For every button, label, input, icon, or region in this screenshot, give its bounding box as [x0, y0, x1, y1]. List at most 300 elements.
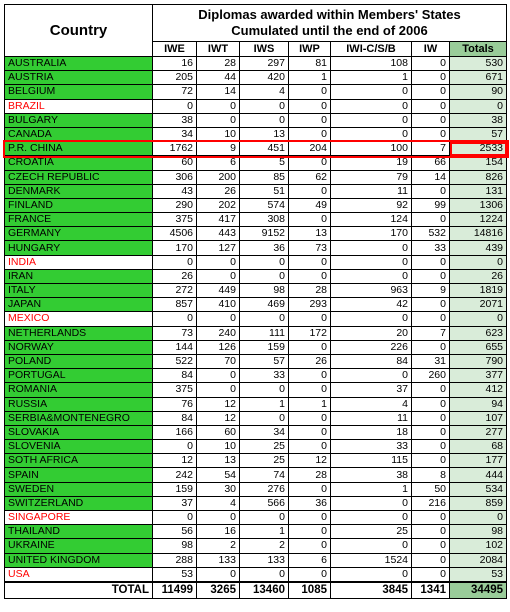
value-cell: 20: [331, 326, 412, 340]
value-cell: 0: [412, 340, 450, 354]
row-total-cell: 277: [450, 425, 507, 439]
value-cell: 0: [331, 312, 412, 326]
value-cell: 25: [240, 454, 289, 468]
value-cell: 0: [412, 71, 450, 85]
row-total-cell: 131: [450, 184, 507, 198]
value-cell: 115: [331, 454, 412, 468]
row-total-cell: 14816: [450, 227, 507, 241]
column-total-cell: 3845: [331, 582, 412, 599]
value-cell: 25: [240, 440, 289, 454]
value-cell: 2: [240, 539, 289, 553]
value-cell: 12: [153, 454, 197, 468]
value-cell: 204: [289, 142, 331, 156]
value-cell: 260: [412, 369, 450, 383]
value-cell: 13: [197, 454, 240, 468]
country-cell: BELGIUM: [5, 85, 153, 99]
value-cell: 6: [289, 553, 331, 567]
row-total-cell: 0: [450, 312, 507, 326]
value-cell: 13: [240, 127, 289, 141]
value-cell: 375: [153, 213, 197, 227]
row-total-cell: 1306: [450, 198, 507, 212]
value-cell: 306: [153, 170, 197, 184]
value-cell: 99: [412, 198, 450, 212]
value-cell: 11: [331, 411, 412, 425]
value-cell: 0: [412, 269, 450, 283]
row-total-cell: 26: [450, 269, 507, 283]
country-cell: USA: [5, 567, 153, 582]
value-cell: 0: [197, 383, 240, 397]
value-cell: 0: [412, 511, 450, 525]
row-total-cell: 2533: [450, 142, 507, 156]
table-row: [5, 127, 507, 141]
value-cell: 272: [153, 284, 197, 298]
value-cell: 0: [289, 269, 331, 283]
value-cell: 26: [153, 269, 197, 283]
value-cell: 7: [412, 142, 450, 156]
value-cell: 0: [289, 99, 331, 113]
value-cell: 0: [412, 57, 450, 71]
row-total-cell: 90: [450, 85, 507, 99]
column-header-iwe: IWE: [153, 42, 197, 57]
value-cell: 0: [331, 539, 412, 553]
row-total-cell: 444: [450, 468, 507, 482]
value-cell: 81: [289, 57, 331, 71]
value-cell: 216: [412, 496, 450, 510]
value-cell: 38: [153, 113, 197, 127]
value-cell: 0: [289, 312, 331, 326]
column-header-iwp: IWP: [289, 42, 331, 57]
value-cell: 12: [197, 411, 240, 425]
value-cell: 0: [331, 369, 412, 383]
row-total-cell: 53: [450, 567, 507, 582]
value-cell: 0: [412, 525, 450, 539]
value-cell: 1: [240, 525, 289, 539]
value-cell: 9: [412, 284, 450, 298]
value-cell: 18: [331, 425, 412, 439]
value-cell: 0: [289, 383, 331, 397]
value-cell: 50: [412, 482, 450, 496]
value-cell: 0: [289, 525, 331, 539]
value-cell: 84: [153, 369, 197, 383]
row-total-cell: 94: [450, 397, 507, 411]
table-row: [5, 567, 507, 582]
row-total-cell: 2084: [450, 553, 507, 567]
value-cell: 111: [240, 326, 289, 340]
row-total-cell: 671: [450, 71, 507, 85]
table-row: [5, 468, 507, 482]
country-cell: AUSTRALIA: [5, 57, 153, 71]
value-cell: 0: [289, 156, 331, 170]
value-cell: 49: [289, 198, 331, 212]
value-cell: 10: [197, 440, 240, 454]
column-total-cell: 1341: [412, 582, 450, 599]
value-cell: 2: [197, 539, 240, 553]
value-cell: 0: [289, 127, 331, 141]
value-cell: 0: [240, 383, 289, 397]
value-cell: 100: [331, 142, 412, 156]
table-row: [5, 156, 507, 170]
table-row: [5, 312, 507, 326]
row-total-cell: 1819: [450, 284, 507, 298]
value-cell: 0: [240, 99, 289, 113]
row-total-cell: 57: [450, 127, 507, 141]
value-cell: 242: [153, 468, 197, 482]
table-row: [5, 354, 507, 368]
country-cell: NETHERLANDS: [5, 326, 153, 340]
column-total-cell: 3265: [197, 582, 240, 599]
value-cell: 0: [412, 127, 450, 141]
value-cell: 200: [197, 170, 240, 184]
value-cell: 9152: [240, 227, 289, 241]
row-total-cell: 0: [450, 255, 507, 269]
value-cell: 62: [289, 170, 331, 184]
country-cell: SPAIN: [5, 468, 153, 482]
row-total-cell: 859: [450, 496, 507, 510]
value-cell: 963: [331, 284, 412, 298]
country-cell: P.R. CHINA: [5, 142, 153, 156]
country-cell: SWITZERLAND: [5, 496, 153, 510]
value-cell: 0: [289, 440, 331, 454]
value-cell: 0: [331, 255, 412, 269]
value-cell: 0: [412, 312, 450, 326]
value-cell: 0: [289, 85, 331, 99]
value-cell: 60: [153, 156, 197, 170]
value-cell: 1: [240, 397, 289, 411]
value-cell: 26: [197, 184, 240, 198]
column-header-iws: IWS: [240, 42, 289, 57]
value-cell: 532: [412, 227, 450, 241]
value-cell: 73: [153, 326, 197, 340]
table-row: [5, 170, 507, 184]
value-cell: 36: [289, 496, 331, 510]
value-cell: 133: [197, 553, 240, 567]
value-cell: 6: [197, 156, 240, 170]
row-total-cell: 530: [450, 57, 507, 71]
value-cell: 4506: [153, 227, 197, 241]
value-cell: 0: [412, 383, 450, 397]
value-cell: 98: [153, 539, 197, 553]
column-total-cell: 11499: [153, 582, 197, 599]
total-row: [5, 582, 507, 599]
value-cell: 10: [197, 127, 240, 141]
table-row: [5, 198, 507, 212]
value-cell: 0: [197, 369, 240, 383]
value-cell: 0: [197, 567, 240, 582]
value-cell: 0: [240, 511, 289, 525]
value-cell: 60: [197, 425, 240, 439]
value-cell: 0: [412, 454, 450, 468]
value-cell: 293: [289, 298, 331, 312]
value-cell: 92: [331, 198, 412, 212]
value-cell: 226: [331, 340, 412, 354]
value-cell: 76: [153, 397, 197, 411]
value-cell: 0: [240, 312, 289, 326]
country-cell: FINLAND: [5, 198, 153, 212]
value-cell: 4: [197, 496, 240, 510]
value-cell: 37: [153, 496, 197, 510]
diplomas-table: [4, 4, 507, 599]
table-row: [5, 482, 507, 496]
value-cell: 4: [240, 85, 289, 99]
country-cell: SERBIA&MONTENEGRO: [5, 411, 153, 425]
table-row: [5, 269, 507, 283]
value-cell: 0: [331, 511, 412, 525]
value-cell: 34: [153, 127, 197, 141]
table-row: [5, 298, 507, 312]
value-cell: 0: [240, 411, 289, 425]
value-cell: 240: [197, 326, 240, 340]
value-cell: 72: [153, 85, 197, 99]
value-cell: 170: [331, 227, 412, 241]
value-cell: 0: [289, 369, 331, 383]
table-row: [5, 340, 507, 354]
value-cell: 0: [153, 440, 197, 454]
row-total-cell: 98: [450, 525, 507, 539]
country-cell: JAPAN: [5, 298, 153, 312]
value-cell: 0: [197, 511, 240, 525]
value-cell: 70: [197, 354, 240, 368]
value-cell: 0: [331, 113, 412, 127]
value-cell: 0: [331, 496, 412, 510]
value-cell: 133: [240, 553, 289, 567]
table-row: [5, 383, 507, 397]
diplomas-table-container: [4, 4, 506, 599]
country-cell: AUSTRIA: [5, 71, 153, 85]
country-cell: SLOVENIA: [5, 440, 153, 454]
value-cell: 0: [197, 269, 240, 283]
country-cell: BRAZIL: [5, 99, 153, 113]
value-cell: 14: [197, 85, 240, 99]
row-total-cell: 790: [450, 354, 507, 368]
country-cell: THAILAND: [5, 525, 153, 539]
value-cell: 0: [412, 85, 450, 99]
value-cell: 0: [412, 113, 450, 127]
value-cell: 28: [289, 468, 331, 482]
value-cell: 0: [289, 255, 331, 269]
value-cell: 33: [331, 440, 412, 454]
country-cell: INDIA: [5, 255, 153, 269]
table-row: [5, 553, 507, 567]
value-cell: 166: [153, 425, 197, 439]
value-cell: 1524: [331, 553, 412, 567]
value-cell: 420: [240, 71, 289, 85]
grand-total-cell: 34495: [450, 582, 507, 599]
value-cell: 0: [412, 298, 450, 312]
value-cell: 13: [289, 227, 331, 241]
value-cell: 0: [412, 99, 450, 113]
value-cell: 12: [197, 397, 240, 411]
value-cell: 574: [240, 198, 289, 212]
row-total-cell: 154: [450, 156, 507, 170]
country-cell: GERMANY: [5, 227, 153, 241]
value-cell: 85: [240, 170, 289, 184]
value-cell: 0: [331, 127, 412, 141]
row-total-cell: 2071: [450, 298, 507, 312]
row-total-cell: 68: [450, 440, 507, 454]
table-row: [5, 184, 507, 198]
table-row: [5, 213, 507, 227]
value-cell: 1: [331, 482, 412, 496]
country-cell: CZECH REPUBLIC: [5, 170, 153, 184]
value-cell: 0: [240, 113, 289, 127]
table-row: [5, 99, 507, 113]
value-cell: 66: [412, 156, 450, 170]
country-cell: CANADA: [5, 127, 153, 141]
value-cell: 19: [331, 156, 412, 170]
value-cell: 79: [331, 170, 412, 184]
value-cell: 73: [289, 241, 331, 255]
country-cell: ITALY: [5, 284, 153, 298]
value-cell: 16: [197, 525, 240, 539]
row-total-cell: 38: [450, 113, 507, 127]
table-row: [5, 539, 507, 553]
column-total-cell: 13460: [240, 582, 289, 599]
row-total-cell: 0: [450, 511, 507, 525]
value-cell: 7: [412, 326, 450, 340]
value-cell: 0: [412, 213, 450, 227]
column-header-totals: Totals: [450, 42, 507, 57]
value-cell: 0: [153, 255, 197, 269]
value-cell: 0: [153, 99, 197, 113]
row-total-cell: 623: [450, 326, 507, 340]
country-cell: MEXICO: [5, 312, 153, 326]
value-cell: 1762: [153, 142, 197, 156]
value-cell: 297: [240, 57, 289, 71]
value-cell: 0: [289, 113, 331, 127]
value-cell: 56: [153, 525, 197, 539]
column-total-cell: 1085: [289, 582, 331, 599]
country-cell: PORTUGAL: [5, 369, 153, 383]
value-cell: 124: [331, 213, 412, 227]
value-cell: 205: [153, 71, 197, 85]
row-total-cell: 177: [450, 454, 507, 468]
value-cell: 0: [240, 255, 289, 269]
row-total-cell: 439: [450, 241, 507, 255]
value-cell: 449: [197, 284, 240, 298]
value-cell: 28: [289, 284, 331, 298]
value-cell: 9: [197, 142, 240, 156]
value-cell: 54: [197, 468, 240, 482]
value-cell: 202: [197, 198, 240, 212]
country-cell: SINGAPORE: [5, 511, 153, 525]
row-total-cell: 1224: [450, 213, 507, 227]
value-cell: 0: [240, 269, 289, 283]
value-cell: 37: [331, 383, 412, 397]
value-cell: 25: [331, 525, 412, 539]
value-cell: 74: [240, 468, 289, 482]
value-cell: 57: [240, 354, 289, 368]
value-cell: 5: [240, 156, 289, 170]
value-cell: 0: [412, 425, 450, 439]
value-cell: 0: [289, 213, 331, 227]
value-cell: 0: [412, 440, 450, 454]
row-total-cell: 102: [450, 539, 507, 553]
country-cell: SLOVAKIA: [5, 425, 153, 439]
value-cell: 0: [412, 567, 450, 582]
value-cell: 159: [240, 340, 289, 354]
value-cell: 12: [289, 454, 331, 468]
row-total-cell: 655: [450, 340, 507, 354]
row-total-cell: 377: [450, 369, 507, 383]
table-row: [5, 369, 507, 383]
value-cell: 42: [331, 298, 412, 312]
value-cell: 144: [153, 340, 197, 354]
country-cell: CROATIA: [5, 156, 153, 170]
country-cell: FRANCE: [5, 213, 153, 227]
country-cell: BULGARY: [5, 113, 153, 127]
value-cell: 1: [331, 71, 412, 85]
value-cell: 290: [153, 198, 197, 212]
country-cell: UNITED KINGDOM: [5, 553, 153, 567]
value-cell: 170: [153, 241, 197, 255]
table-body: [5, 57, 507, 599]
value-cell: 31: [412, 354, 450, 368]
value-cell: 857: [153, 298, 197, 312]
value-cell: 38: [331, 468, 412, 482]
row-total-cell: 412: [450, 383, 507, 397]
table-row: [5, 326, 507, 340]
column-header-iw: IW: [412, 42, 450, 57]
value-cell: 288: [153, 553, 197, 567]
country-cell: IRAN: [5, 269, 153, 283]
value-cell: 0: [197, 255, 240, 269]
value-cell: 0: [240, 567, 289, 582]
value-cell: 0: [412, 553, 450, 567]
value-cell: 126: [197, 340, 240, 354]
table-row: [5, 85, 507, 99]
value-cell: 410: [197, 298, 240, 312]
value-cell: 172: [289, 326, 331, 340]
table-row: [5, 284, 507, 298]
value-cell: 0: [412, 539, 450, 553]
value-cell: 0: [289, 511, 331, 525]
country-cell: ROMANIA: [5, 383, 153, 397]
value-cell: 28: [197, 57, 240, 71]
value-cell: 0: [289, 184, 331, 198]
value-cell: 36: [240, 241, 289, 255]
value-cell: 51: [240, 184, 289, 198]
title-line-2: Cumulated until the end of 2006: [231, 23, 428, 38]
value-cell: 308: [240, 213, 289, 227]
value-cell: 0: [412, 184, 450, 198]
row-total-cell: 534: [450, 482, 507, 496]
value-cell: 33: [412, 241, 450, 255]
value-cell: 84: [331, 354, 412, 368]
value-cell: 0: [153, 312, 197, 326]
table-row: [5, 255, 507, 269]
table-title: [153, 5, 507, 42]
value-cell: 0: [289, 425, 331, 439]
value-cell: 33: [240, 369, 289, 383]
value-cell: 276: [240, 482, 289, 496]
country-cell: RUSSIA: [5, 397, 153, 411]
value-cell: 108: [331, 57, 412, 71]
value-cell: 0: [197, 312, 240, 326]
value-cell: 0: [331, 269, 412, 283]
value-cell: 0: [331, 567, 412, 582]
country-cell: UKRAINE: [5, 539, 153, 553]
value-cell: 0: [412, 411, 450, 425]
column-header-iwt: IWT: [197, 42, 240, 57]
country-cell: SOTH AFRICA: [5, 454, 153, 468]
value-cell: 159: [153, 482, 197, 496]
value-cell: 451: [240, 142, 289, 156]
table-row: [5, 511, 507, 525]
value-cell: 0: [153, 511, 197, 525]
row-total-cell: 107: [450, 411, 507, 425]
value-cell: 0: [289, 482, 331, 496]
value-cell: 0: [331, 99, 412, 113]
